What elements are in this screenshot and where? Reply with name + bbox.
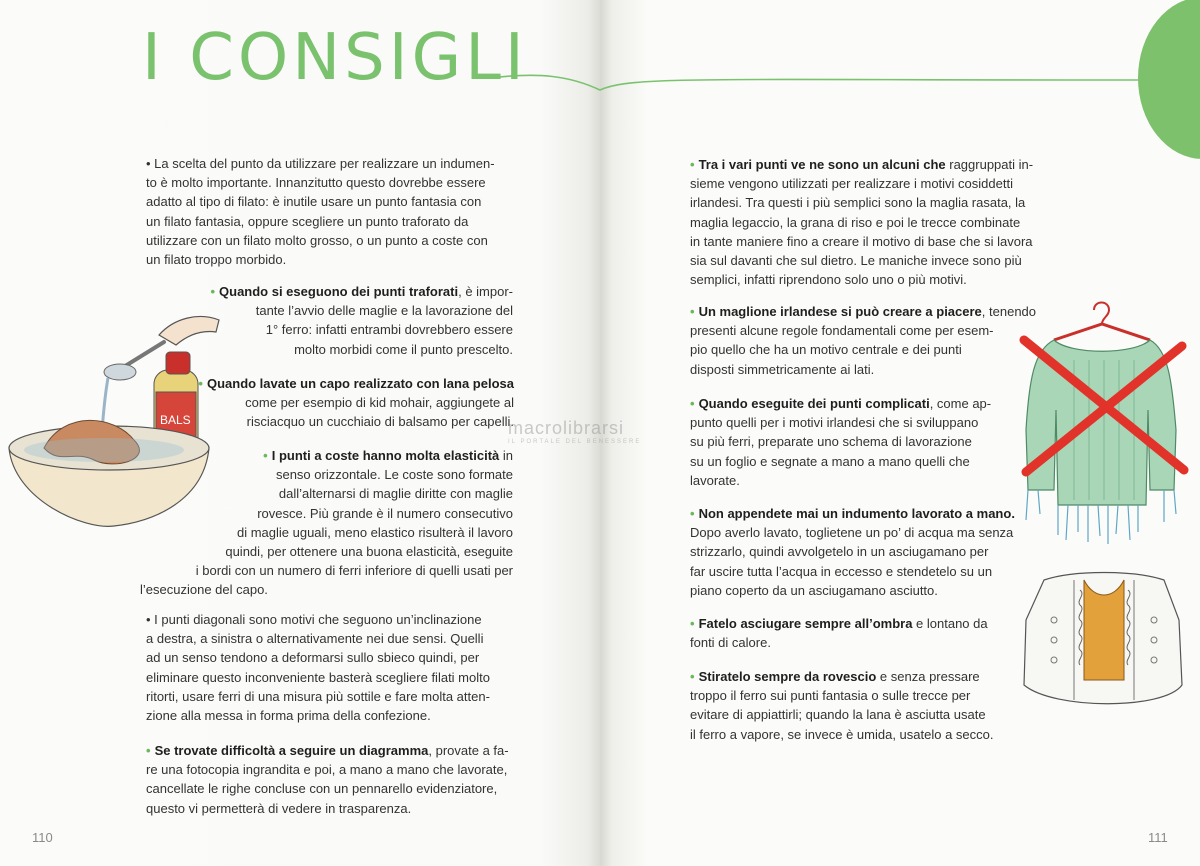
bullet-icon: •: [690, 396, 695, 411]
watermark-subtext: IL PORTALE DEL BENESSERE: [508, 439, 642, 445]
text-line: e senza pressare: [876, 669, 980, 684]
bullet-icon: •: [146, 743, 151, 758]
bold-lead: Quando lavate un capo realizzato con lana pelosa: [206, 376, 514, 391]
paragraph-maglione-irlandese: [690, 302, 1036, 379]
right-page: [600, 0, 1200, 866]
text-line: sia sul davanti che sul dietro. Le maniche invece sono più: [690, 253, 1022, 269]
text-line: , tenendo: [981, 304, 1037, 319]
text-line: sieme vengono utilizzati per realizzare i motivi cosiddetti: [690, 176, 1013, 192]
page-number: 110: [32, 830, 53, 845]
bullet-icon: •: [210, 284, 216, 299]
paragraph-motivi-irlandesi: [690, 155, 1033, 289]
text-line: in tante maniere fino a creare il motivo di base che si lavora: [690, 233, 1033, 249]
watermark: [508, 418, 641, 445]
text-line: su un foglio e segnate a mano a mano quelli che: [690, 453, 970, 469]
bold-lead: I punti a coste hanno molta elasticità: [271, 448, 500, 463]
text-line: in: [499, 448, 513, 463]
sweater-on-hanger-crossed-illustration: [1014, 300, 1194, 550]
text-line: e lontano da: [912, 616, 988, 631]
text-line: piano coperto da un asciugamano asciutto.: [690, 582, 938, 598]
page-title: I CONSIGLI: [142, 21, 528, 95]
text-line: utilizzare con un filato molto grosso, o un punto a coste con: [146, 232, 488, 248]
text-line: lavorate.: [690, 472, 740, 488]
text-line: di maglie uguali, meno elastico risulterà il lavoro: [236, 524, 513, 540]
text-line: far uscire tutta l’acqua in eccesso e stendetelo su un: [690, 563, 993, 579]
text-line: Dopo averlo lavato, toglietene un po’ di acqua ma senza: [690, 525, 1014, 541]
text-line: , è impor-: [458, 284, 513, 299]
text-line: l’esecuzione del capo.: [140, 582, 268, 598]
paragraph-punti-complicati: [690, 394, 991, 490]
bold-lead: Quando eseguite dei punti complicati: [698, 396, 930, 411]
text-line: risciacquo un cucchiaio di balsamo per capelli.: [246, 414, 514, 430]
text-line: punto quelli per i motivi irlandesi che si sviluppano: [690, 415, 979, 431]
bullet-icon: •: [198, 376, 203, 391]
paragraph-diagramma: [146, 741, 509, 818]
text-line: adatto al tipo di filato: è inutile usare un punto fantasia con: [146, 194, 482, 210]
text-line: troppo il ferro sui punti fantasia o sulle trecce per: [690, 688, 971, 704]
text-line: evitare di appiattirli; quando la lana è asciutta usate: [690, 707, 986, 723]
page-number: 111: [1148, 830, 1168, 845]
text-line: re una fotocopia ingrandita e poi, a mano a mano che lavorate,: [146, 762, 508, 778]
watermark-text: macrolibrarsi: [508, 418, 625, 438]
paragraph-punti-diagonali: [146, 610, 490, 725]
paragraph-asciugare-ombra: [690, 614, 988, 652]
bullet-icon: •: [690, 506, 695, 521]
text-line: su più ferri, preparate uno schema di lavorazione: [690, 434, 972, 450]
bold-lead: Se trovate difficoltà a seguire un diagramma: [154, 743, 429, 758]
bullet-icon: •: [690, 616, 695, 631]
text-line: , come ap-: [929, 396, 992, 411]
text-line: • La scelta del punto da utilizzare per realizzare un indumen-: [146, 156, 495, 171]
folded-cardigan-illustration: [1014, 560, 1192, 720]
text-line: strizzarlo, quindi avvolgetelo in un asciugamano per: [690, 544, 989, 560]
text-line: eliminare questo inconveniente basterà scegliere filati molto: [146, 669, 490, 685]
text-line: raggruppati in-: [945, 157, 1034, 172]
text-line: i bordi con un numero di ferri inferiore di quelli usati per: [195, 563, 513, 579]
text-line: semplici, infatti riprendono solo uno o più motivi.: [690, 272, 967, 288]
text-line: maglia legaccio, la grana di riso e poi le trecce combinate: [690, 214, 1021, 230]
text-line: presenti alcune regole fondamentali come per esem-: [690, 323, 994, 339]
paragraph-stirare-rovescio: [690, 667, 994, 744]
text-line: irlandesi. Tra questi i più semplici sono la maglia rasata, la: [690, 195, 1026, 211]
bullet-icon: •: [690, 669, 695, 684]
title-underline: [0, 0, 1200, 120]
bold-lead: Quando si eseguono dei punti traforati: [219, 284, 459, 299]
text-line: un filato fantasia, oppure scegliere un punto traforato da: [146, 213, 469, 229]
text-line: 1° ferro: infatti entrambi dovrebbero essere: [265, 322, 513, 338]
text-line: come per esempio di kid mohair, aggiungete al: [245, 395, 514, 411]
text-line: ritorti, usare ferri di una misura più sottile e fare molta atten-: [146, 688, 490, 704]
bullet-icon: •: [263, 448, 268, 463]
text-line: molto morbidi come il punto prescelto.: [294, 341, 513, 357]
bold-lead: Stiratelo sempre da rovescio: [698, 669, 877, 684]
text-line: un filato troppo morbido.: [146, 252, 287, 268]
bullet-icon: •: [690, 157, 695, 172]
text-line: pio quello che ha un motivo centrale e dei punti: [690, 342, 962, 358]
text-line: zione alla messa in forma prima della confezione.: [146, 708, 431, 724]
paragraph-punto-scelta: [146, 154, 495, 269]
text-line: cancellate le righe concluse con un pennarello evidenziatore,: [146, 781, 498, 797]
paragraph-non-appendere: [690, 504, 1015, 600]
text-line: fonti di calore.: [690, 635, 771, 651]
bowl-illustration: [4, 300, 224, 530]
text-line: rovesce. Più grande è il numero consecutivo: [257, 505, 513, 521]
text-line: a destra, a sinistra o alternativamente nei due sensi. Quelli: [146, 631, 484, 647]
svg-text:BALS: BALS: [160, 413, 191, 427]
text-line: tante l’avvio delle maglie e la lavorazione del: [255, 303, 513, 319]
bold-lead: Fatelo asciugare sempre all’ombra: [698, 616, 913, 631]
bold-lead: Un maglione irlandese si può creare a piacere: [698, 304, 982, 319]
text-line: , provate a fa-: [428, 743, 509, 758]
text-line: senso orizzontale. Le coste sono formate: [275, 467, 513, 483]
paragraph-lana-pelosa: [196, 374, 514, 432]
text-line: to è molto importante. Innanzitutto questo dovrebbe essere: [146, 175, 486, 191]
bold-lead: Tra i vari punti ve ne sono un alcuni che: [698, 157, 946, 172]
text-line: quindi, per ottenere una buona elasticità, eseguite: [225, 544, 513, 560]
text-line: dall’alternarsi di maglie diritte con maglie: [278, 486, 513, 502]
paragraph-punti-traforati: [203, 282, 513, 359]
text-line: disposti simmetricamente ai lati.: [690, 361, 875, 377]
text-line: • I punti diagonali sono motivi che seguono un’inclinazione: [146, 612, 482, 627]
text-line: questo vi permetterà di vedere in trasparenza.: [146, 800, 412, 816]
bullet-icon: •: [690, 304, 695, 319]
text-line: il ferro a vapore, se invece è umida, usatelo a secco.: [690, 726, 994, 742]
text-line: ad un senso tendono a deformarsi sullo sbieco quindi, per: [146, 650, 480, 666]
bold-lead: Non appendete mai un indumento lavorato a mano.: [698, 506, 1015, 521]
